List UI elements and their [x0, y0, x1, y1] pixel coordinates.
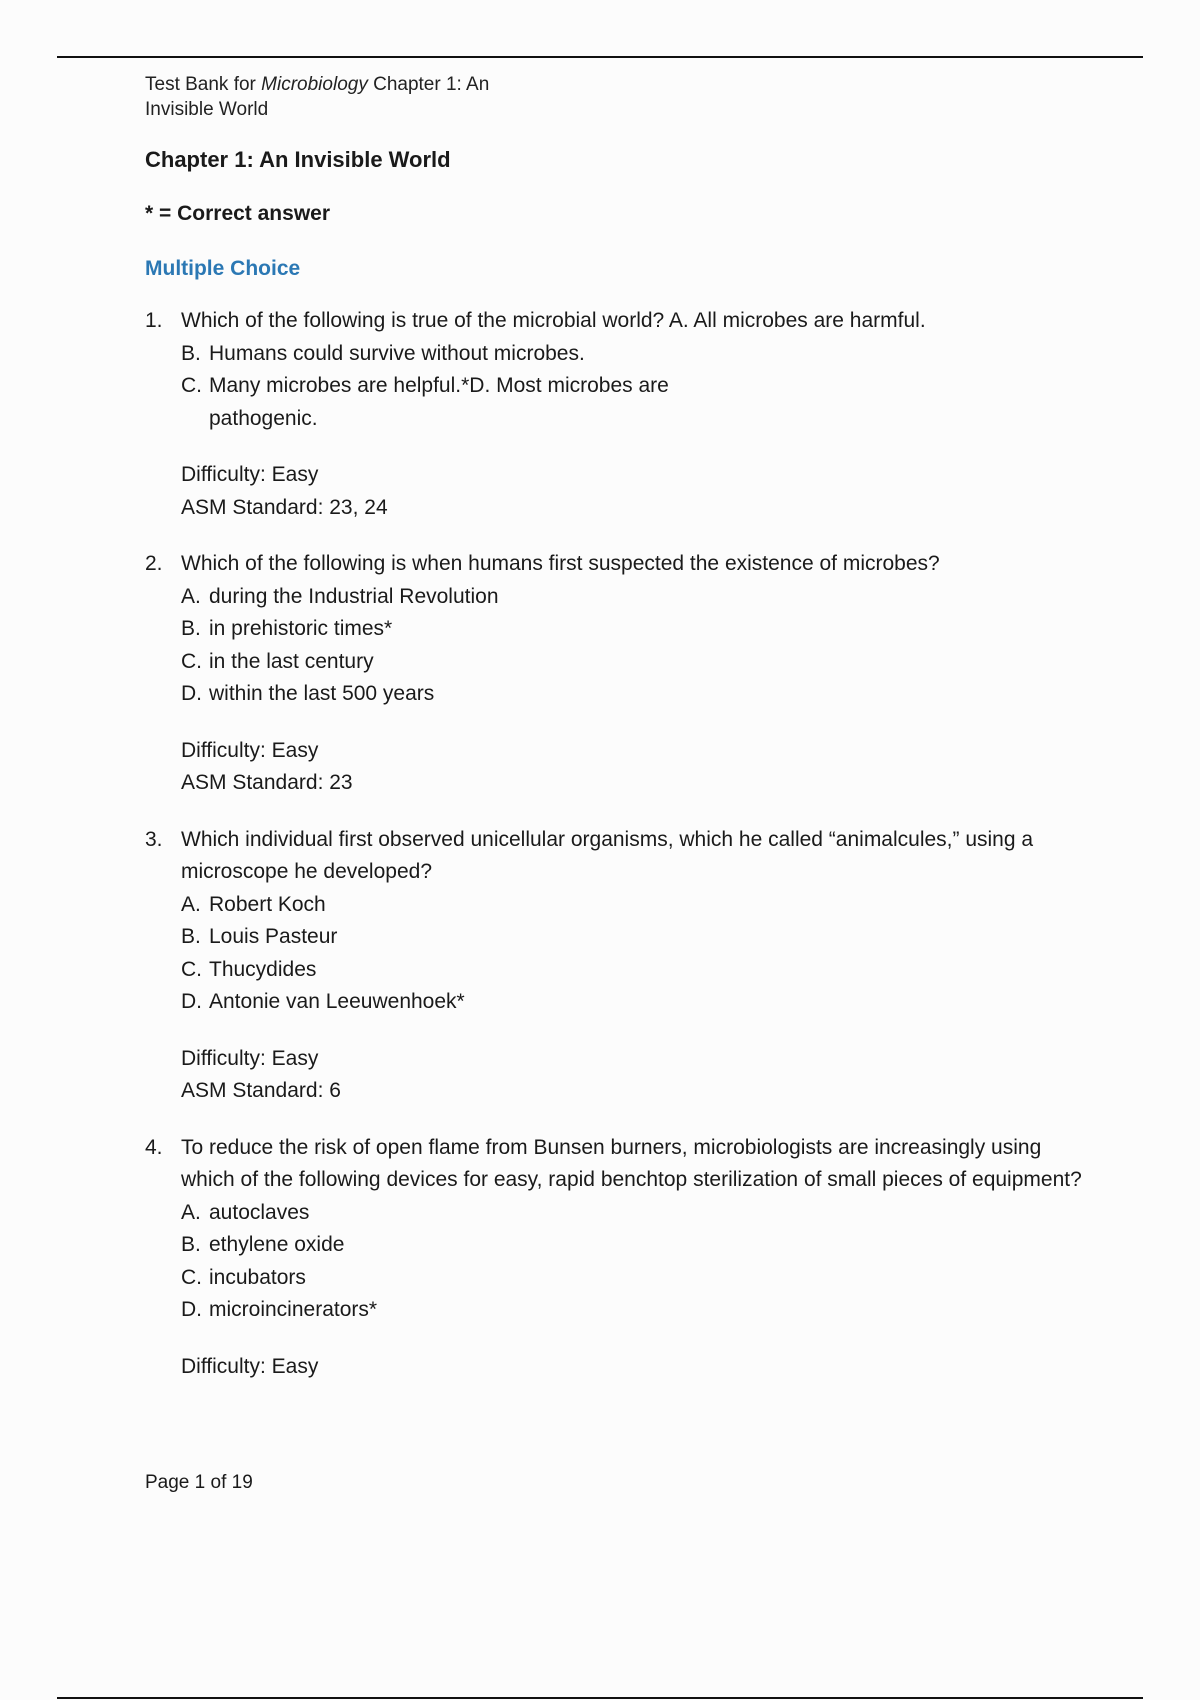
question-3: [145, 824, 1095, 1108]
question-text: To reduce the risk of open flame from Bunsen burners, microbiologists are increasingly using which of the following devices for easy, rapid benchtop sterilization of small pieces of equipment?: [181, 1135, 1082, 1191]
question-text: Which of the following is when humans first suspected the existence of microbes?: [181, 552, 940, 575]
option-text: autoclaves: [209, 1200, 310, 1224]
running-header: [145, 72, 565, 122]
option-b: [181, 338, 1095, 371]
header-line2: Invisible World: [145, 99, 269, 120]
page-number: Page 1 of 19: [145, 1472, 253, 1493]
question-text: Which of the following is true of the microbial world? A. All microbes are harmful.: [181, 309, 926, 332]
option-letter: C.: [181, 957, 202, 981]
difficulty: Difficulty: Easy: [181, 1046, 319, 1070]
option-text: in the last century: [209, 649, 374, 673]
question-text: Which individual first observed unicellular organisms, which he called “animalcules,” using a microscope he developed?: [181, 827, 1034, 883]
question-meta: [181, 1043, 1095, 1108]
question-meta: [181, 1351, 1095, 1384]
option-text: Thucydides: [209, 957, 317, 981]
asm-standard: ASM Standard: 23, 24: [181, 495, 388, 519]
option-c: [181, 954, 1095, 987]
option-b: [181, 1229, 1095, 1262]
option-letter: B.: [181, 341, 201, 365]
option-letter: A.: [181, 892, 201, 916]
option-letter: A.: [181, 1200, 201, 1224]
header-prefix: Test Bank for: [145, 74, 262, 95]
option-a: [181, 1197, 1095, 1230]
answer-key-note: * = Correct answer: [145, 202, 331, 225]
question-number: 3.: [145, 827, 163, 851]
option-letter: B.: [181, 617, 201, 640]
option-letter: B.: [181, 1233, 201, 1256]
header-suffix: Chapter 1: An: [367, 74, 490, 95]
option-b: [181, 613, 1095, 646]
option-d: [181, 678, 1095, 711]
asm-standard: ASM Standard: 23: [181, 771, 353, 794]
difficulty: Difficulty: Easy: [181, 1354, 319, 1378]
top-rule: [57, 56, 1143, 58]
option-text: ethylene oxide: [209, 1233, 345, 1256]
question-meta: [181, 735, 1095, 800]
question-meta: [181, 459, 1095, 524]
option-text: Humans could survive without microbes.: [209, 341, 585, 365]
option-letter: D.: [181, 682, 202, 705]
asm-standard: ASM Standard: 6: [181, 1079, 341, 1102]
option-text: microincinerators*: [209, 1298, 378, 1321]
question-list: [145, 305, 1095, 1383]
option-text: Louis Pasteur: [209, 925, 338, 948]
option-text: Many microbes are helpful.*D. Most microbes are pathogenic.: [209, 374, 669, 430]
option-letter: D.: [181, 1298, 202, 1321]
difficulty: Difficulty: Easy: [181, 463, 319, 486]
section-title: Multiple Choice: [145, 257, 301, 280]
option-text: Antonie van Leeuwenhoek*: [209, 990, 465, 1013]
option-text: Robert Koch: [209, 892, 326, 916]
option-d: [181, 1294, 1095, 1327]
header-book-title: Microbiology: [261, 74, 368, 95]
difficulty: Difficulty: Easy: [181, 738, 319, 762]
option-c: [181, 646, 1095, 679]
bottom-rule: [57, 1697, 1143, 1699]
option-text: in prehistoric times*: [209, 617, 393, 640]
option-c: [181, 1262, 1095, 1295]
option-letter: C.: [181, 649, 202, 673]
question-4: [145, 1132, 1095, 1384]
option-a: [181, 581, 1095, 614]
question-2: [145, 548, 1095, 800]
chapter-title: Chapter 1: An Invisible World: [145, 147, 451, 172]
option-c: [181, 370, 1095, 435]
option-b: [181, 921, 1095, 954]
question-number: 2.: [145, 552, 163, 575]
option-d: [181, 986, 1095, 1019]
option-text: within the last 500 years: [209, 682, 435, 705]
option-letter: C.: [181, 1265, 202, 1289]
option-text: incubators: [209, 1265, 306, 1289]
option-text: during the Industrial Revolution: [209, 584, 499, 608]
document-page: [145, 72, 1095, 1407]
question-number: 4.: [145, 1135, 163, 1159]
question-1: [145, 305, 1095, 524]
option-a: [181, 889, 1095, 922]
question-number: 1.: [145, 309, 163, 332]
option-letter: C.: [181, 374, 202, 397]
option-letter: D.: [181, 990, 202, 1013]
option-letter: B.: [181, 925, 201, 948]
option-letter: A.: [181, 584, 201, 608]
